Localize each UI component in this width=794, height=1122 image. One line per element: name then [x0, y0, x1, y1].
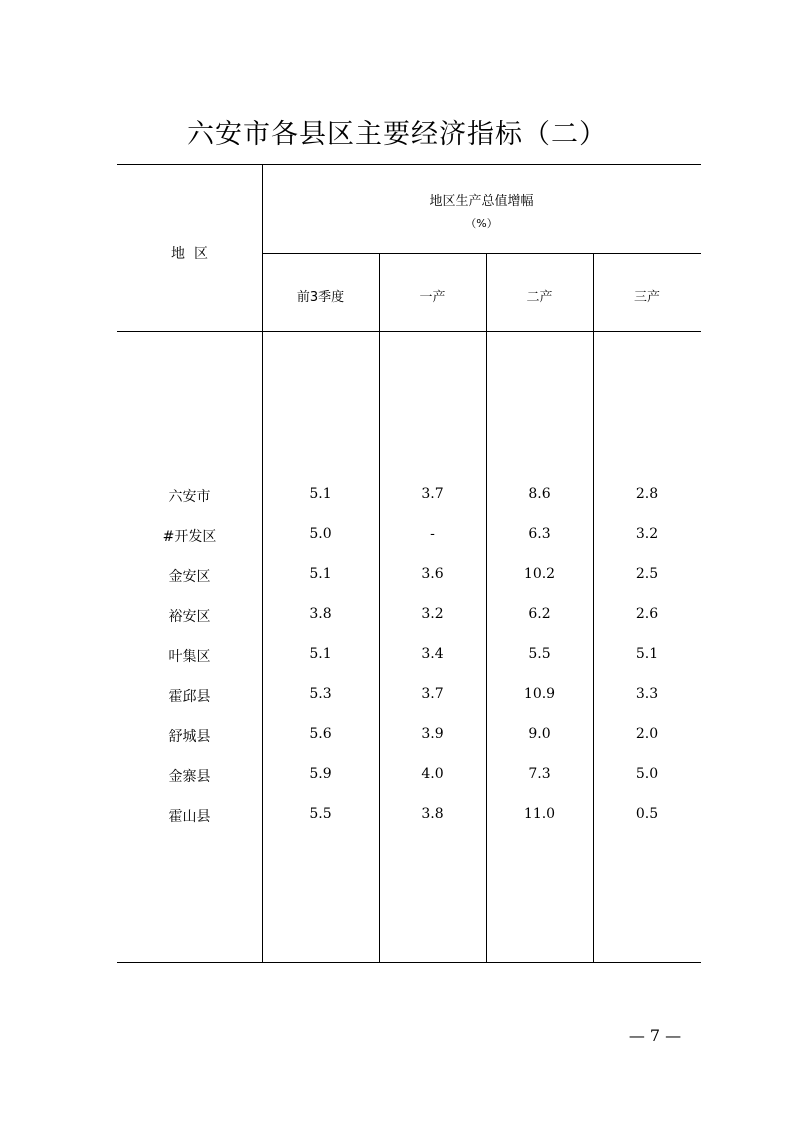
row-region: 霍山县	[168, 809, 211, 825]
row-value-primary: 3.2	[421, 606, 444, 622]
row-value-primary: -	[430, 526, 435, 542]
row-value-tertiary: 2.0	[635, 726, 659, 742]
table-top-rule	[117, 164, 701, 165]
row-value-primary: 3.6	[421, 566, 444, 582]
row-value-secondary: 10.2	[523, 566, 556, 582]
row-region: 叶集区	[168, 649, 211, 665]
row-value-tertiary: 5.0	[635, 766, 659, 782]
header-col-tertiary: 三产	[633, 290, 660, 305]
row-value-secondary: 9.0	[528, 726, 551, 742]
page-title: 六安市各县区主要经济指标（二）	[187, 119, 607, 150]
row-value-secondary: 5.5	[528, 646, 551, 662]
row-value-tertiary: 3.2	[635, 526, 659, 542]
row-value-tertiary: 5.1	[635, 646, 659, 662]
col-divider-region	[262, 164, 263, 962]
row-value-tertiary: 0.5	[635, 806, 659, 822]
page-number: — 7 —	[628, 1026, 682, 1045]
row-region: 六安市	[168, 489, 211, 505]
row-value-q3: 5.1	[309, 566, 332, 582]
header-bottom-rule	[117, 331, 701, 332]
table-bottom-rule	[117, 962, 701, 963]
row-region: 舒城县	[168, 729, 211, 745]
row-value-primary: 3.9	[421, 726, 444, 742]
header-region: 地 区	[171, 246, 208, 262]
row-value-q3: 5.5	[309, 806, 332, 822]
row-value-tertiary: 2.5	[635, 566, 659, 582]
row-value-q3: 5.1	[309, 646, 332, 662]
header-col-secondary: 二产	[526, 290, 553, 305]
row-value-secondary: 10.9	[523, 686, 556, 702]
row-region: 金安区	[168, 569, 211, 585]
row-region: 金寨县	[168, 769, 211, 785]
row-value-tertiary: 3.3	[635, 686, 659, 702]
row-value-primary: 3.7	[421, 686, 444, 702]
header-group-unit: （%）	[465, 217, 498, 230]
row-value-secondary: 6.2	[528, 606, 551, 622]
header-group-rule	[262, 253, 701, 254]
row-value-q3: 5.9	[309, 766, 332, 782]
row-value-secondary: 8.6	[528, 486, 551, 502]
header-group-title: 地区生产总值增幅	[429, 194, 534, 209]
row-value-tertiary: 2.8	[635, 486, 659, 502]
row-value-primary: 3.7	[421, 486, 444, 502]
row-value-q3: 3.8	[309, 606, 332, 622]
header-col-q3: 前3季度	[296, 290, 345, 305]
row-value-primary: 3.8	[421, 806, 444, 822]
row-region: 裕安区	[168, 609, 211, 625]
row-value-primary: 4.0	[421, 766, 444, 782]
row-value-q3: 5.1	[309, 486, 332, 502]
row-value-q3: 5.0	[309, 526, 332, 542]
row-value-secondary: 11.0	[523, 806, 556, 822]
header-col-primary: 一产	[419, 290, 446, 305]
row-value-secondary: 7.3	[528, 766, 551, 782]
row-value-primary: 3.4	[421, 646, 444, 662]
row-region: 霍邱县	[168, 689, 211, 705]
row-value-secondary: 6.3	[528, 526, 551, 542]
row-value-q3: 5.6	[309, 726, 332, 742]
row-value-q3: 5.3	[309, 686, 332, 702]
row-region: #开发区	[162, 529, 217, 545]
row-value-tertiary: 2.6	[635, 606, 659, 622]
